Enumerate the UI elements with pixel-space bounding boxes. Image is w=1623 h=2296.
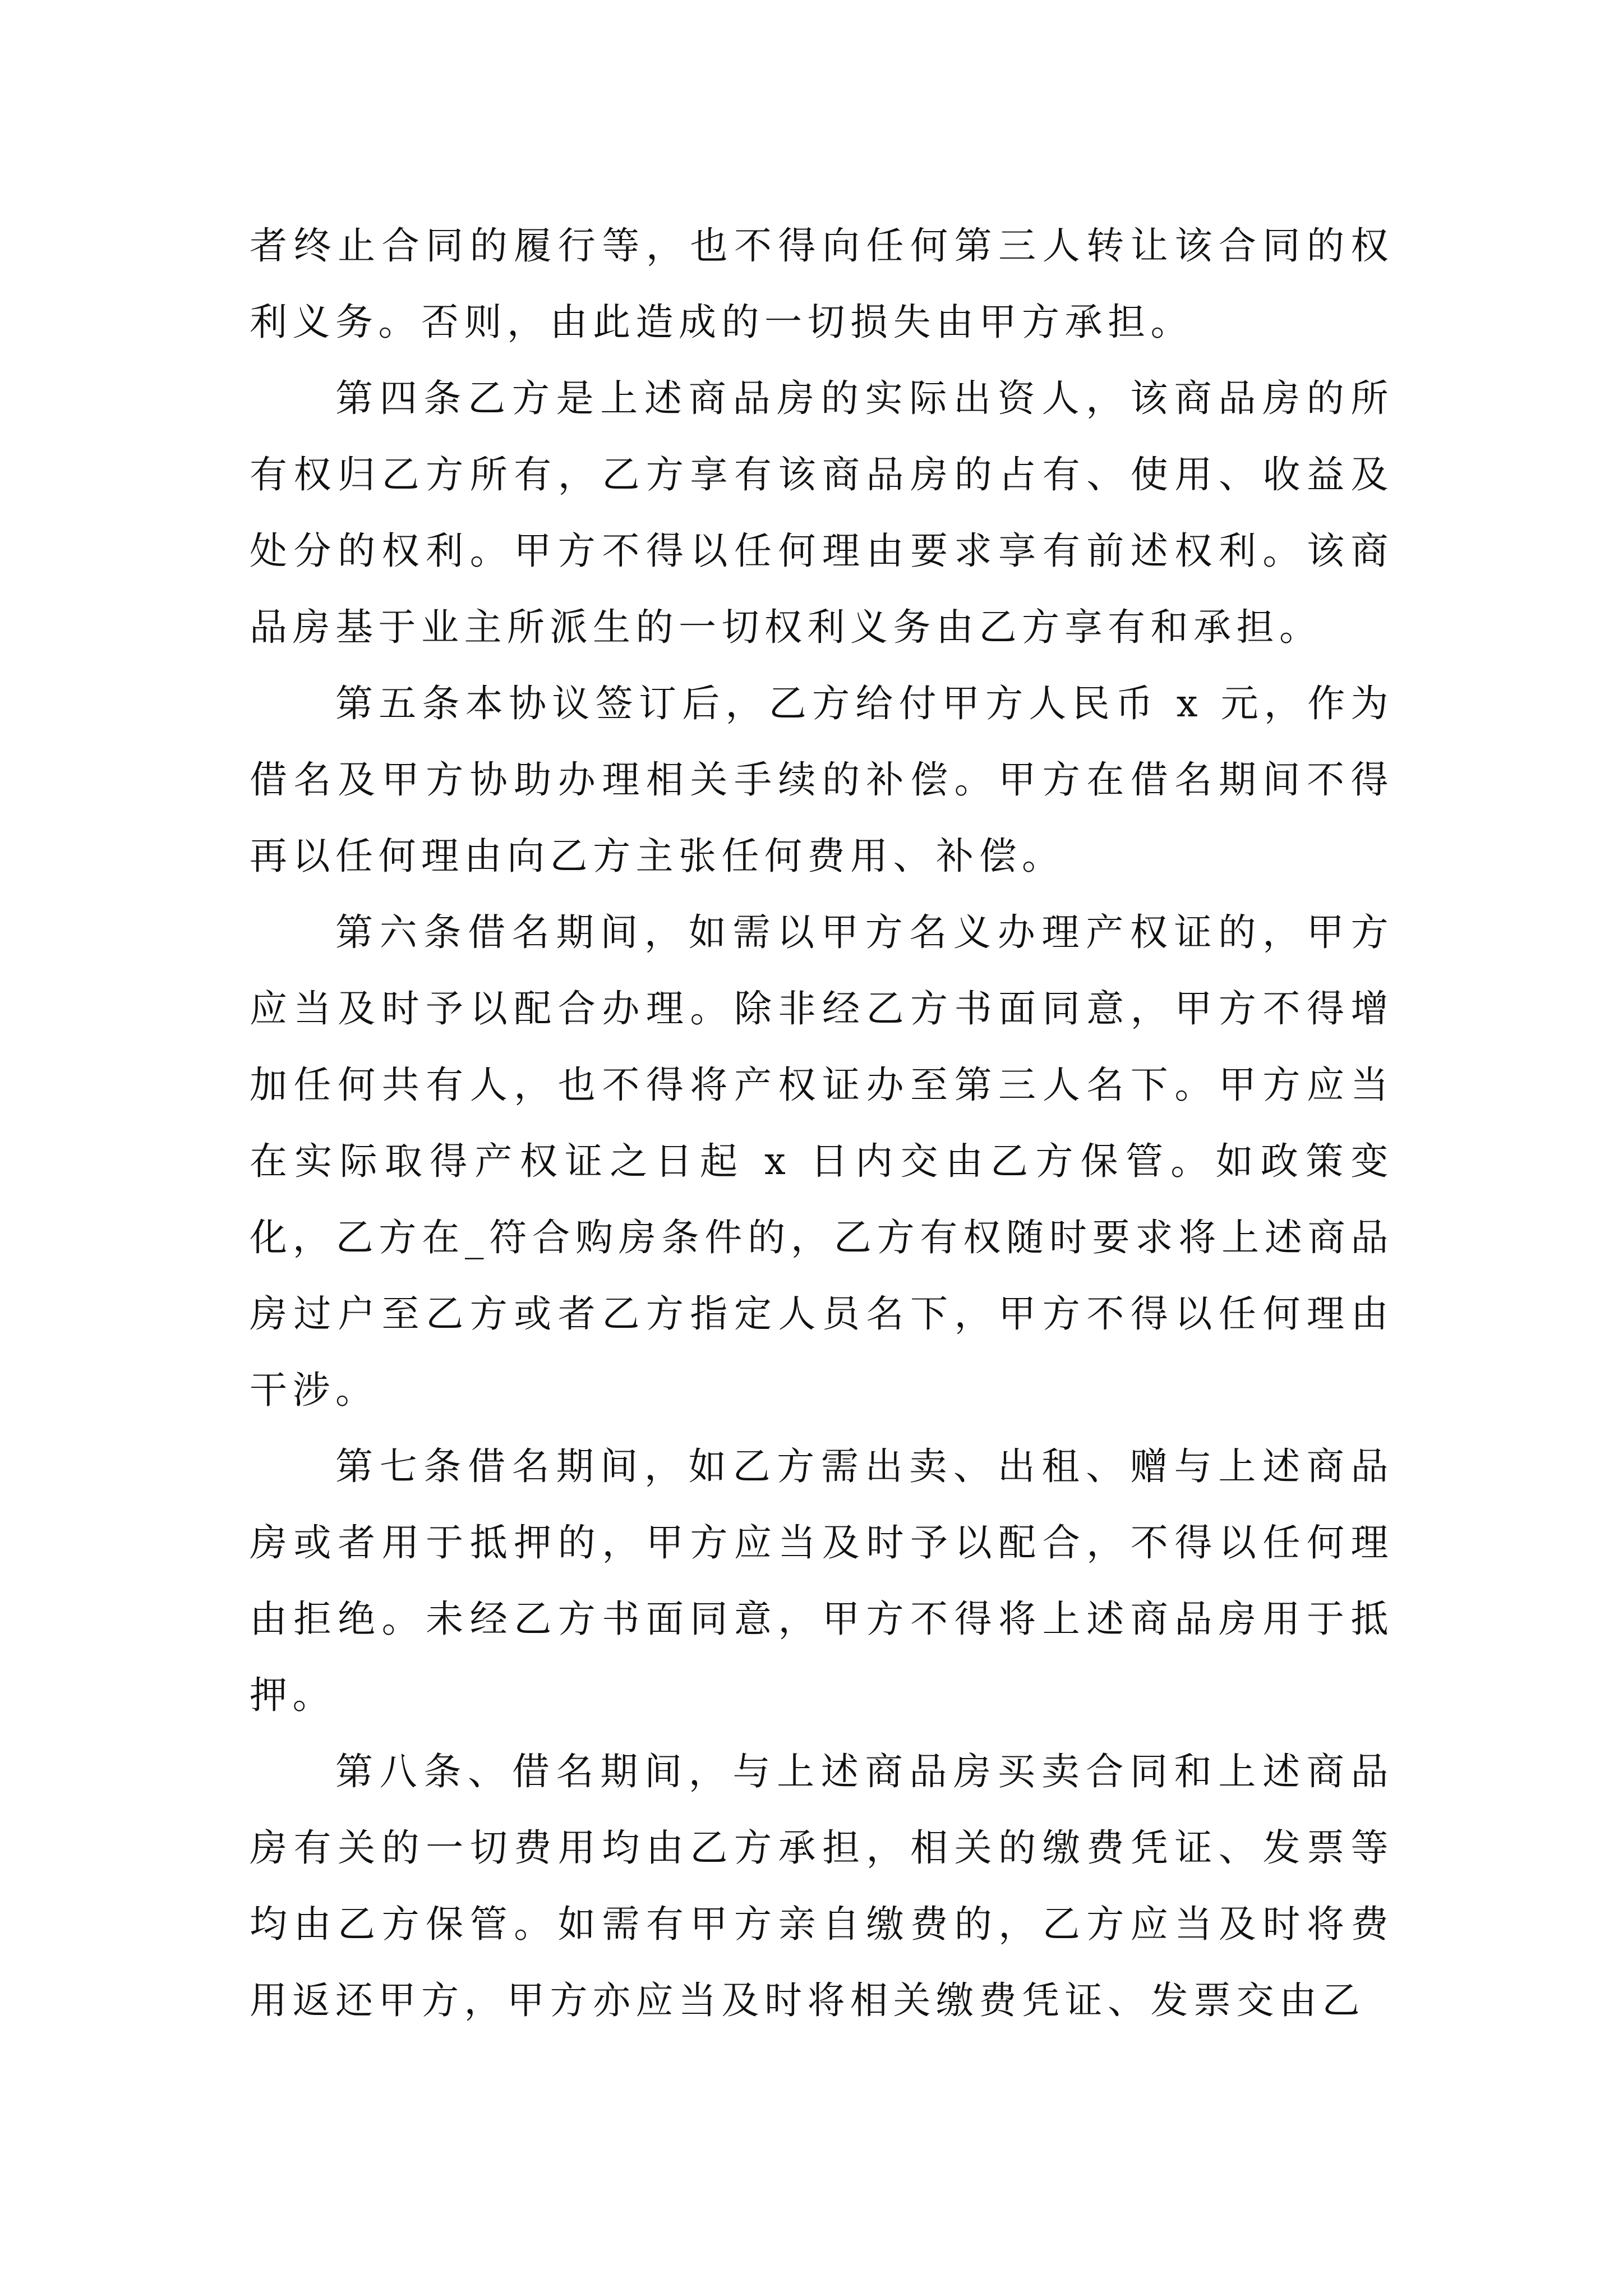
- paragraph-continuation: 者终止合同的履行等，也不得向任何第三人转让该合同的权利义务。否则，由此造成的一切损失由甲方承担。: [250, 224, 1394, 344]
- paragraph-article-7: 第七条借名期间，如乙方需出卖、出租、赠与上述商品房或者用于抵押的，甲方应当及时予以配合，不得以任何理由拒绝。未经乙方书面同意，甲方不得将上述商品房用于抵押。: [250, 1444, 1394, 1717]
- paragraph-article-4: 第四条乙方是上述商品房的实际出资人，该商品房的所有权归乙方所有，乙方享有该商品房的占有、使用、收益及处分的权利。甲方不得以任何理由要求享有前述权利。该商品房基于业主所派生的一切权利义务由乙方享有和承担。: [250, 376, 1394, 649]
- paragraph-article-8: 第八条、借名期间，与上述商品房买卖合同和上述商品房有关的一切费用均由乙方承担，相关的缴费凭证、发票等均由乙方保管。如需有甲方亲自缴费的，乙方应当及时将费用返还甲方，甲方亦应当及时将相关缴费凭证、发票交由乙: [250, 1750, 1394, 2022]
- paragraph-article-6: 第六条借名期间，如需以甲方名义办理产权证的，甲方应当及时予以配合办理。除非经乙方书面同意，甲方不得增加任何共有人，也不得将产权证办至第三人名下。甲方应当在实际取得产权证之日起 x 日内交由乙方保管。如政策变化，乙方在_符合购房条件的，乙方有权随时要求将上述商品房过户至乙方或者乙方指定人员名下，甲方不得以任何理由干涉。: [250, 910, 1394, 1412]
- document-body: [250, 208, 1394, 2039]
- paragraph-article-5: 第五条本协议签订后，乙方给付甲方人民币 x 元，作为借名及甲方协助办理相关手续的补偿。甲方在借名期间不得再以任何理由向乙方主张任何费用、补偿。: [250, 682, 1394, 878]
